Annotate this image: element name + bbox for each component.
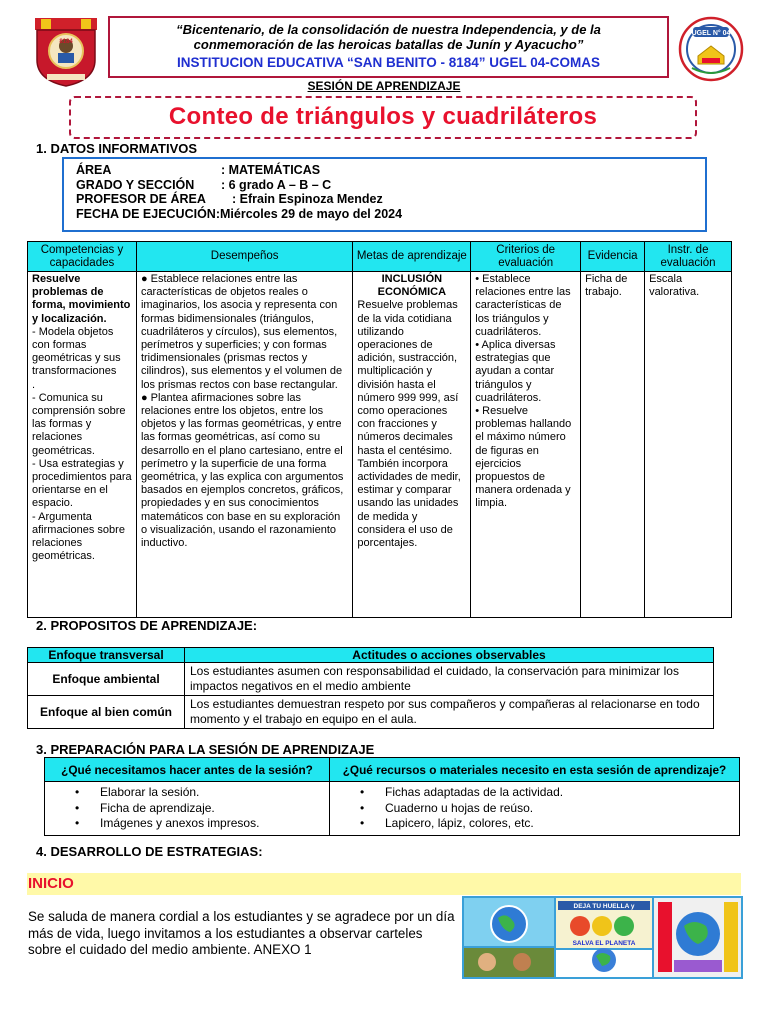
header-competencias: Competencias y capacidades bbox=[28, 242, 137, 272]
svg-text:UGEL N° 04: UGEL N° 04 bbox=[691, 30, 731, 37]
session-title-box bbox=[69, 96, 697, 139]
header-instrumento: Instr. de evaluación bbox=[645, 242, 732, 272]
header-desempenos: Desempeños bbox=[136, 242, 352, 272]
list-item: • Ficha de aprendizaje. bbox=[75, 801, 329, 817]
cell-desempenos: ● Establece relaciones entre las características de objetos reales o imaginarios, los asocia y representa con formas bidimensionales (triángulos, cuadriláteros y círculos), sus elementos, perímetros y superficies; y con formas tridimensionales (prismas rectos y cilindros), sus elementos y el volumen de los prismas rectos con base rectangular. ● Plantea afirmaciones sobre las relaciones entre los objetos, entre los objetos y las formas geométricas, y entre las formas geométricas, así como su desarrollo en el plano cartesiano, entre el perímetro y la superficie de una forma geométrica, y las explica con argumentos basados en ejemplos concretos, gráficos, propiedades y en sus conocimientos matemáticos con base en su exploración o visualización, usando el razonamiento inductivo. bbox=[136, 272, 352, 618]
datos-row-grado: GRADO Y SECCIÓN : 6 grado A – B – C bbox=[76, 177, 332, 192]
header-criterios: Criterios de evaluación bbox=[471, 242, 581, 272]
header-recursos: ¿Qué recursos o materiales necesito en esta sesión de aprendizaje? bbox=[330, 758, 740, 782]
datos-row-area: ÁREA : MATEMÁTICAS bbox=[76, 163, 321, 177]
inicio-bar bbox=[27, 873, 741, 895]
header-actitudes: Actitudes o acciones observables bbox=[185, 648, 714, 663]
school-crest-logo bbox=[33, 16, 99, 88]
datos-informativos-box bbox=[62, 157, 707, 232]
enfoque-name: Enfoque al bien común bbox=[28, 696, 185, 729]
cell-antes bbox=[45, 782, 330, 836]
bicentennial-quote: “Bicentenario, de la consolidación de nuestra Independencia, y de la conmemoración de las heroicas batallas de Junín y Ayacucho” bbox=[176, 22, 601, 52]
table-row bbox=[28, 663, 714, 696]
list-item: • Imágenes y anexos impresos. bbox=[75, 816, 329, 832]
cell-instrumento: Escala valorativa. bbox=[645, 272, 732, 618]
datos-row-fecha: FECHA DE EJECUCIÓN: Miércoles 29 de mayo del 2024 bbox=[76, 206, 403, 221]
header-banner bbox=[108, 16, 669, 78]
enfoque-name: Enfoque ambiental bbox=[28, 663, 185, 696]
header-enfoque: Enfoque transversal bbox=[28, 648, 185, 663]
cell-competencias: Resuelve problemas de forma, movimiento y localización. - Modela objetos con formas geométricas y sus transformaciones . - Comunica su comprensión sobre las formas y relaciones geométricas. - Usa estrategias y procedimientos para orientarse en el espacio. - Argumenta afirmaciones sobre relaciones geométricas. bbox=[28, 272, 137, 618]
svg-text:SALVA EL PLANETA: SALVA EL PLANETA bbox=[572, 940, 636, 947]
preparacion-table bbox=[44, 757, 740, 836]
section-propositos-heading: 2. PROPOSITOS DE APRENDIZAJE: bbox=[36, 618, 258, 633]
table-row bbox=[28, 272, 732, 618]
section-preparacion-heading: 3. PREPARACIÓN PARA LA SESIÓN DE APRENDIZAJE bbox=[36, 742, 375, 757]
institution-name: INSTITUCION EDUCATIVA “SAN BENITO - 8184” UGEL 04-COMAS bbox=[176, 55, 601, 70]
enfoque-text: Los estudiantes asumen con responsabilidad el cuidado, la conservación para minimizar los impactos negativos en el medio ambiente bbox=[185, 663, 714, 696]
session-label: SESIÓN DE APRENDIZAJE bbox=[307, 79, 461, 93]
session-title: Conteo de triángulos y cuadriláteros bbox=[168, 103, 598, 130]
cell-criterios: • Establece relaciones entre las características de los triángulos y cuadriláteros. • Aplica diversas estrategias que ayudan a contar triángulos y cuadriláteros. • Resuelve problemas hallando el máximo número de figuras en ejercicios propuestos de manera ordenada y limpia. bbox=[471, 272, 581, 618]
table-row bbox=[45, 782, 740, 836]
list-item: • Cuaderno u hojas de reúso. bbox=[360, 801, 739, 817]
inicio-label: INICIO bbox=[28, 875, 74, 892]
competencias-table bbox=[27, 241, 732, 618]
header-metas: Metas de aprendizaje bbox=[353, 242, 471, 272]
datos-row-profesor: PROFESOR DE ÁREA : Efrain Espinoza Mendez bbox=[76, 192, 383, 206]
list-item: • Fichas adaptadas de la actividad. bbox=[360, 785, 739, 801]
inicio-paragraph: Se saluda de manera cordial a los estudiantes y se agradece por un día más de vida, luego invitamos a los estudiantes a observar carteles sobre el cuidado del medio ambiente. ANEXO 1 bbox=[28, 909, 455, 957]
ugel-logo bbox=[678, 16, 744, 82]
header-antes: ¿Qué necesitamos hacer antes de la sesión? bbox=[45, 758, 330, 782]
svg-text:8184: 8184 bbox=[59, 39, 73, 45]
header-evidencia: Evidencia bbox=[581, 242, 645, 272]
section-desarrollo-heading: 4. DESARROLLO DE ESTRATEGIAS: bbox=[36, 844, 263, 859]
enfoque-text: Los estudiantes demuestran respeto por sus compañeros y compañeras al relacionarse en todo momento y el trabajo en equipo en el aula. bbox=[185, 696, 714, 729]
section-datos-heading: 1. DATOS INFORMATIVOS bbox=[36, 141, 198, 156]
table-row bbox=[28, 696, 714, 729]
environment-posters-image bbox=[462, 896, 743, 979]
svg-text:DEJA TU HUELLA y: DEJA TU HUELLA y bbox=[573, 903, 635, 910]
cell-recursos bbox=[330, 782, 740, 836]
list-item: • Lapicero, lápiz, colores, etc. bbox=[360, 816, 739, 832]
list-item: • Elaborar la sesión. bbox=[75, 785, 329, 801]
cell-evidencia: Ficha de trabajo. bbox=[581, 272, 645, 618]
enfoques-table bbox=[27, 647, 714, 729]
cell-metas: INCLUSIÓN ECONÓMICA Resuelve problemas de la vida cotidiana utilizando operaciones de adición, sustracción, multiplicación y división hasta el número 999 999, así como operaciones con fracciones y números decimales hasta el centésimo. También incorpora actividades de medir, estimar y comparar usando las unidades de medida y considera el uso de porcentajes. bbox=[353, 272, 471, 618]
